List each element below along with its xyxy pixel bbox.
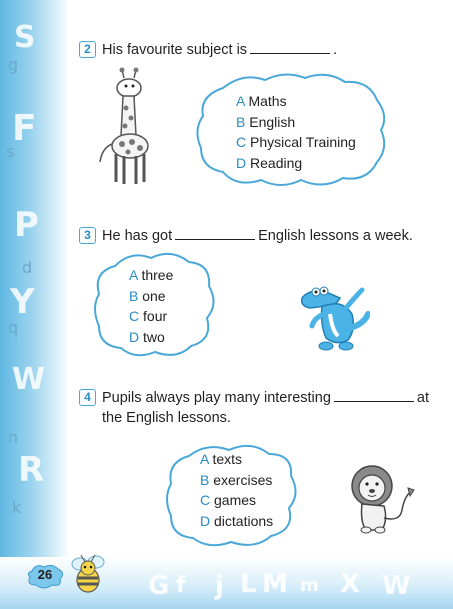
decor-letter: S [14,20,36,55]
question-text-part: He has got [102,228,173,244]
question-text-line-2: the English lessons. [102,410,231,426]
option-letter: D [200,512,211,529]
option-text: two [143,328,165,345]
option-letter: C [200,492,211,508]
decor-letter: R [18,450,45,490]
decor-letter: X [340,569,361,599]
option-item[interactable] [236,153,356,174]
decor-letter: g [8,55,19,74]
option-letter: B [236,113,246,130]
question-number-badge: 3 [79,227,96,244]
option-letter: A [129,267,138,283]
option-item[interactable] [236,91,356,112]
option-item[interactable] [129,306,173,327]
answer-blank[interactable] [334,389,414,402]
option-letter: D [129,328,140,345]
question-number-badge: 2 [79,41,96,58]
question-text-part: Pupils always play many interesting [102,390,331,406]
question-number-badge: 4 [79,389,96,406]
answer-options-cloud [163,440,301,550]
option-item[interactable] [200,449,273,470]
question-text [102,388,429,408]
option-letter: D [236,154,247,171]
option-item[interactable] [129,265,173,286]
question-text [102,40,337,60]
giraffe-illustration [96,66,158,188]
bee-illustration [66,552,110,596]
option-text: Maths [248,93,287,109]
options-list [129,265,173,347]
option-item[interactable] [236,112,356,133]
crocodile-illustration [296,284,370,352]
answer-blank[interactable] [250,41,330,54]
option-letter: C [129,308,140,324]
option-text: dictations [214,512,274,529]
decor-letter: W [382,571,411,601]
decor-letter: L [240,569,257,599]
option-text: Physical Training [250,134,356,150]
option-item[interactable] [236,132,356,153]
decor-letter: k [12,498,22,517]
option-text: Reading [250,154,303,171]
question-text-part: English lessons a week. [258,228,413,244]
option-letter: B [129,287,139,304]
answer-blank[interactable] [175,227,255,240]
left-decorative-strip [0,0,70,609]
decor-letter: F [12,108,37,149]
option-letter: C [236,134,247,150]
decor-letter: f [176,573,186,598]
option-text: games [214,492,257,508]
option-item[interactable] [200,490,273,511]
option-text: exercises [213,471,273,488]
decor-letter: q [8,318,19,337]
decor-letter: m [300,575,319,596]
option-text: English [249,113,296,130]
question-text-part: . [333,42,338,58]
question-text [102,226,413,246]
answer-options-cloud [193,68,389,190]
option-text: texts [212,451,243,467]
option-item[interactable] [200,511,273,532]
decor-letter: j [215,571,224,601]
answer-options-cloud [91,248,217,360]
option-letter: A [236,93,245,109]
option-text: four [143,308,168,324]
question-text-part: at [416,390,429,406]
page-number: 26 [37,567,53,582]
decor-letter: s [6,142,15,161]
option-letter: A [200,451,209,467]
option-item[interactable] [129,286,173,307]
option-text: one [142,287,166,304]
options-list [200,449,273,531]
decor-letter: n [8,428,19,447]
decor-letter: d [22,258,33,277]
question-text-part: His favourite subject is [102,42,248,58]
decor-letter: G [148,571,170,601]
lion-illustration [348,462,418,534]
decor-letter: Y [10,282,35,322]
decor-letter: W [12,362,46,397]
option-item[interactable] [129,327,173,348]
page-number-badge [26,563,64,589]
decor-letter: M [262,569,288,599]
options-list [236,91,356,173]
decor-letter: P [14,205,39,245]
option-letter: B [200,471,210,488]
option-item[interactable] [200,470,273,491]
option-text: three [141,267,174,283]
